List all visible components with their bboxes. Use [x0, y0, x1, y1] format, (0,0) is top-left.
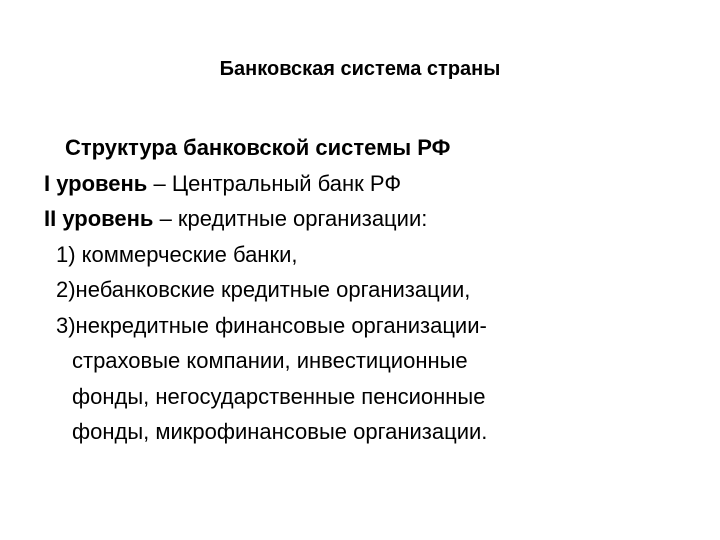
- level-1-line: [44, 166, 684, 202]
- list-item-3: 3)некредитные финансовые организации-: [56, 312, 487, 338]
- level-2-label: II уровень: [44, 206, 154, 231]
- list-item-1: 1) коммерческие банки,: [56, 241, 298, 267]
- list-item-3-continuation-2: фонды, негосударственные пенсионные: [72, 383, 486, 409]
- list-item-3-continuation-3: фонды, микрофинансовые организации.: [72, 419, 488, 444]
- slide-title: Банковская система страны: [219, 58, 501, 80]
- level-2-line: [44, 201, 684, 237]
- level-2-text: кредитные организации:: [177, 206, 428, 231]
- list-item-3-continuation-1: страховые компании, инвестиционные: [72, 348, 468, 373]
- level-1-text: Центральный банк РФ: [171, 170, 402, 196]
- level-1-label: I уровень: [44, 170, 148, 196]
- slide-body: [44, 130, 684, 450]
- structure-heading: Структура банковской системы РФ: [65, 135, 451, 160]
- level-2-dash: –: [153, 206, 178, 231]
- level-1-dash: –: [147, 170, 172, 196]
- list-item-2: 2)небанковские кредитные организации,: [56, 277, 471, 302]
